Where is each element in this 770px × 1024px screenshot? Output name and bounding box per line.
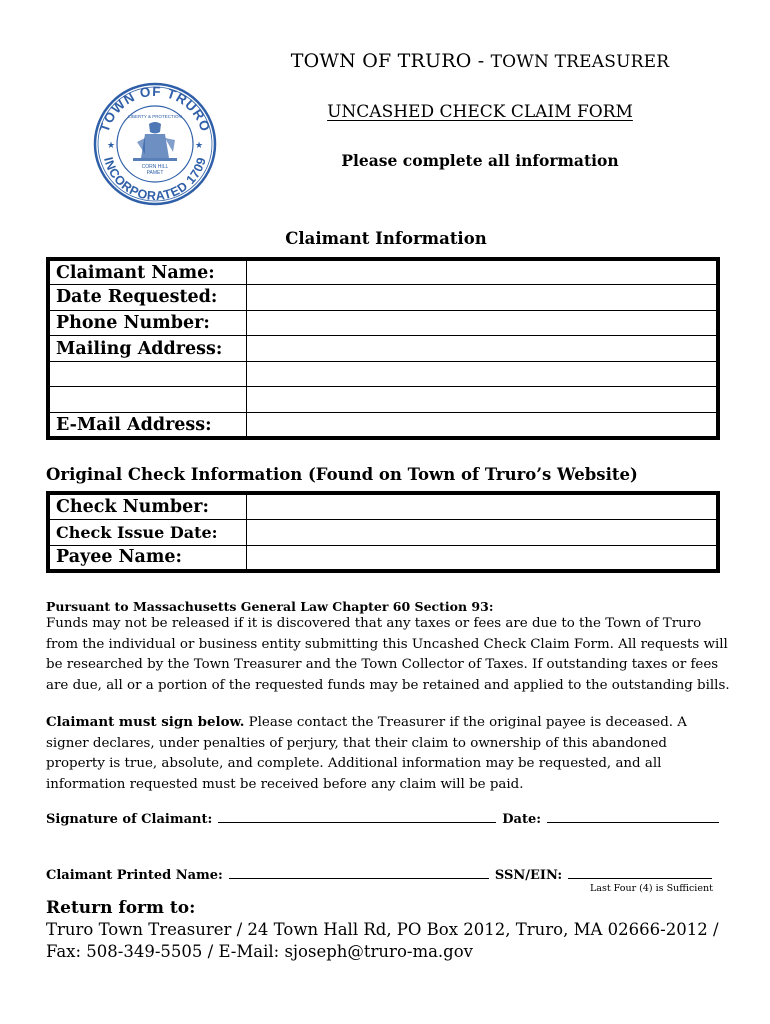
payee-name-field[interactable] <box>247 545 719 571</box>
mailing-address-line2-label <box>48 361 247 387</box>
date-label: Date: <box>502 812 542 827</box>
check-section-title: Original Check Information (Found on Town of Truro’s Website) <box>46 465 638 484</box>
table-row <box>48 336 718 362</box>
claimant-info-table <box>46 257 720 440</box>
seal-inner-low-text: PAMET <box>146 170 164 176</box>
printed-name-row <box>46 866 718 883</box>
check-info-table <box>46 491 720 573</box>
table-row <box>48 493 718 519</box>
return-address-line: Truro Town Treasurer / 24 Town Hall Rd, PO Box 2012, Truro, MA 02666-2012 / <box>46 920 719 939</box>
svg-text:★: ★ <box>195 141 204 151</box>
title-treasurer: TOWN TREASURER <box>490 52 670 72</box>
date-requested-label: Date Requested: <box>48 285 247 311</box>
printed-name-field[interactable] <box>229 866 489 879</box>
seal-inner-mid-text: CORN HILL <box>141 164 169 170</box>
mailing-address-line2-field[interactable] <box>247 361 719 387</box>
legal-paragraph-2 <box>46 712 730 795</box>
page-title <box>230 50 730 72</box>
table-row <box>48 519 718 545</box>
ssn-field[interactable] <box>568 866 712 879</box>
claimant-section-title: Claimant Information <box>285 229 487 248</box>
ssn-label: SSN/EIN: <box>494 868 563 883</box>
check-issue-date-field[interactable] <box>247 519 719 545</box>
date-requested-field[interactable] <box>247 285 719 311</box>
legal-paragraph-1: Funds may not be released if it is discovered that any taxes or fees are due to the Town of Truro from the individual or business entity submitting this Uncashed Check Claim Form. All requests will be researched by the Town Treasurer and the Town Collector of Taxes. If outstanding taxes or fees are due, all or a portion of the requested funds may be retained and applied to the outstanding bills. <box>46 616 730 693</box>
svg-text:★: ★ <box>107 141 116 151</box>
table-row <box>48 259 718 285</box>
return-contact-line: Fax: 508-349-5505 / E-Mail: sjoseph@truro-ma.gov <box>46 942 473 961</box>
seal-top-text: TOWN OF TRURO <box>96 83 214 134</box>
mailing-address-label: Mailing Address: <box>48 336 247 362</box>
email-address-label: E-Mail Address: <box>48 413 247 439</box>
form-instruction: Please complete all information <box>341 151 619 170</box>
svg-text:INCORPORATED 1709 <box>101 155 209 203</box>
table-row <box>48 310 718 336</box>
check-issue-date-label: Check Issue Date: <box>48 519 247 545</box>
table-row <box>48 285 718 311</box>
ssn-note: Last Four (4) is Sufficient <box>590 883 713 894</box>
signature-field[interactable] <box>218 810 496 823</box>
mailing-address-field[interactable] <box>247 336 719 362</box>
return-heading: Return form to: <box>46 898 196 918</box>
table-row <box>48 387 718 413</box>
table-row <box>48 545 718 571</box>
sign-instruction-text: Please contact the Treasurer if the original payee is deceased. A signer declares, under penalties of perjury, that their claim to ownership of this abandoned property is true, absolute, and complete. Additional information may be requested, and all information requested must be received before any claim will be paid. <box>46 715 687 792</box>
check-number-label: Check Number: <box>48 493 247 519</box>
date-field[interactable] <box>547 810 719 823</box>
table-row <box>48 413 718 439</box>
payee-name-label: Payee Name: <box>48 545 247 571</box>
sign-instruction-bold: Claimant must sign below. <box>46 714 245 730</box>
mailing-address-line3-label <box>48 387 247 413</box>
seal-bottom-text: INCORPORATED 1709 <box>101 155 209 204</box>
signature-label: Signature of Claimant: <box>46 812 213 827</box>
legal-heading: Pursuant to Massachusetts General Law Chapter 60 Section 93: <box>46 599 494 614</box>
phone-number-label: Phone Number: <box>48 310 247 336</box>
claimant-name-field[interactable] <box>247 259 719 285</box>
seal-inner-top-text: LIBERTY & PROTECTION <box>128 114 182 119</box>
town-seal-icon <box>93 82 217 206</box>
title-town: TOWN OF TRURO - <box>290 50 491 72</box>
email-address-field[interactable] <box>247 413 719 439</box>
printed-name-label: Claimant Printed Name: <box>46 868 223 883</box>
form-title: UNCASHED CHECK CLAIM FORM <box>327 102 633 122</box>
claimant-name-label: Claimant Name: <box>48 259 247 285</box>
phone-number-field[interactable] <box>247 310 719 336</box>
signature-row <box>46 810 725 827</box>
table-row <box>48 361 718 387</box>
mailing-address-line3-field[interactable] <box>247 387 719 413</box>
check-number-field[interactable] <box>247 493 719 519</box>
